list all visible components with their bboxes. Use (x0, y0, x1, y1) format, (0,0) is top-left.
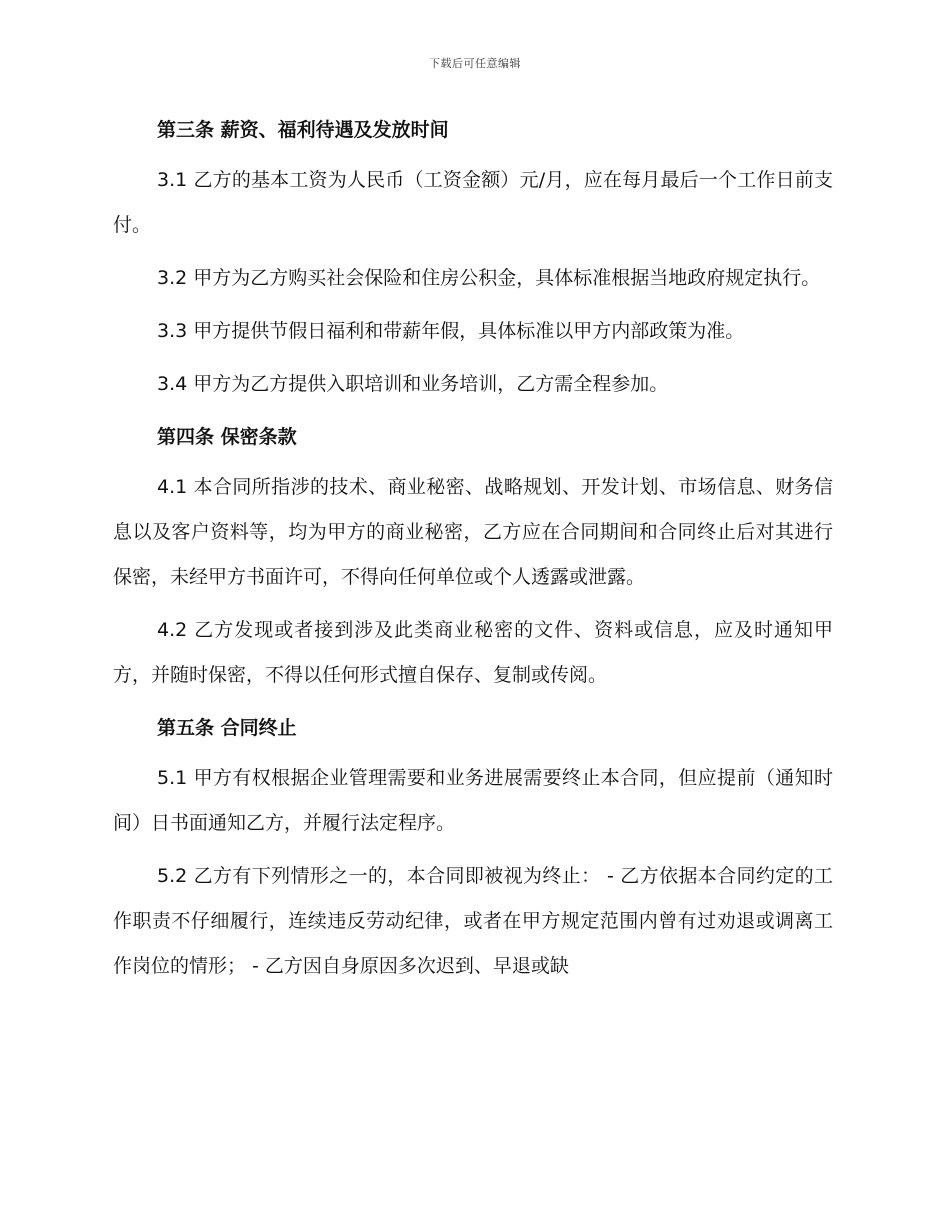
clause-5-2: 5.2 乙方有下列情形之一的，本合同即被视为终止： - 乙方依据本合同约定的工作职责不仔细履行，连续违反劳动纪律，或者在甲方规定范围内曾有过劝退或调离工作岗位的情形； - 乙方因自身原因多次迟到、早退或缺 (113, 865, 833, 977)
document-body (113, 108, 833, 989)
page-header: 下载后可任意编辑 (429, 57, 521, 70)
section-heading-article-5: 第五条 合同终止 (157, 717, 297, 739)
clause-3-2: 3.2 甲方为乙方购买社会保险和住房公积金，具体标准根据当地政府规定执行。 (157, 267, 821, 289)
clause-3-4: 3.4 甲方为乙方提供入职培训和业务培训，乙方需全程参加。 (157, 373, 669, 395)
clause-3-1: 3.1 乙方的基本工资为人民币（工资金额）元/月，应在每月最后一个工作日前支付。 (113, 169, 833, 236)
clause-5-1: 5.1 甲方有权根据企业管理需要和业务进展需要终止本合同，但应提前（通知时间）日书面通知乙方，并履行法定程序。 (113, 767, 833, 834)
clause-4-1: 4.1 本合同所指涉的技术、商业秘密、战略规划、开发计划、市场信息、财务信息以及客户资料等，均为甲方的商业秘密，乙方应在合同期间和合同终止后对其进行保密，未经甲方书面许可，不得向任何单位或个人透露或泄露。 (113, 476, 833, 588)
clause-4-2: 4.2 乙方发现或者接到涉及此类商业秘密的文件、资料或信息，应及时通知甲方，并随时保密，不得以任何形式擅自保存、复制或传阅。 (113, 619, 833, 686)
clause-3-3: 3.3 甲方提供节假日福利和带薪年假，具体标准以甲方内部政策为准。 (157, 320, 745, 342)
section-heading-article-3: 第三条 薪资、福利待遇及发放时间 (157, 119, 449, 141)
section-heading-article-4: 第四条 保密条款 (157, 426, 297, 448)
